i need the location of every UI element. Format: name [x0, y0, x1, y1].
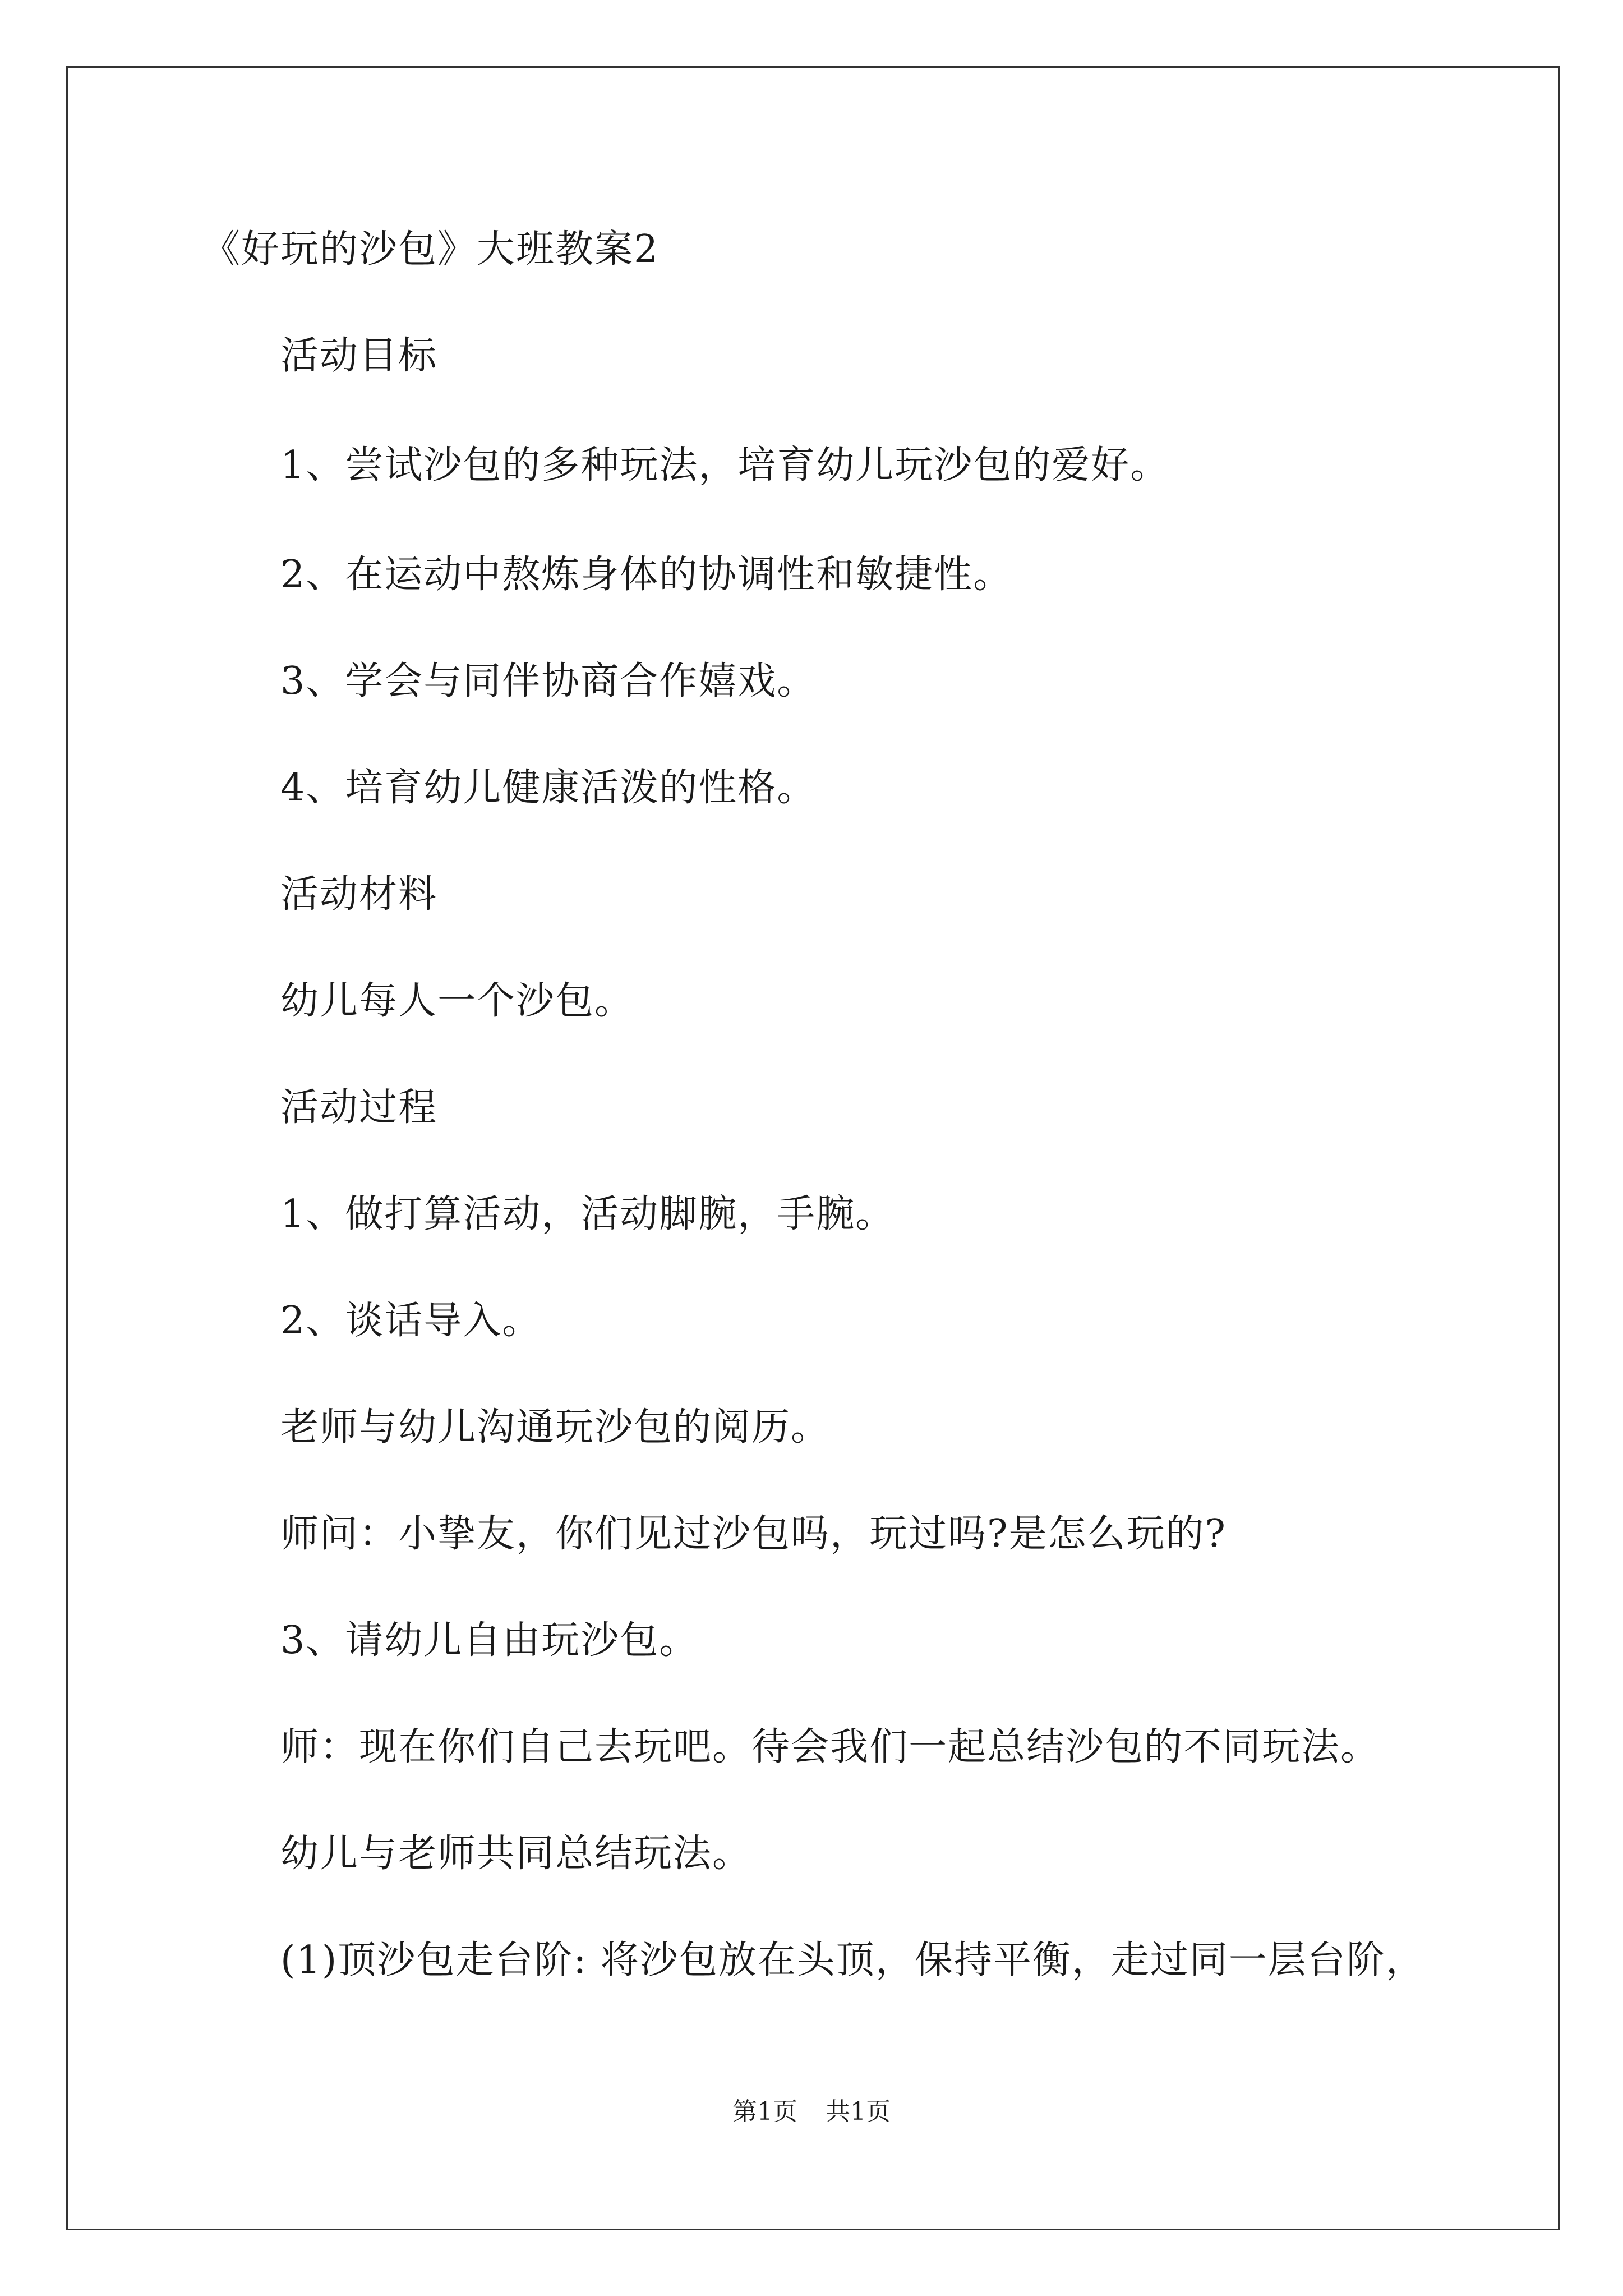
paragraph: 1、尝试沙包的多种玩法，培育幼儿玩沙包的爱好。 — [280, 443, 1170, 487]
document-title: 《好玩的沙包》大班教案2 — [202, 227, 660, 272]
section-heading-process: 活动过程 — [280, 1085, 438, 1130]
section-heading-goals: 活动目标 — [280, 334, 438, 378]
section-heading-materials: 活动材料 — [280, 872, 438, 917]
page-footer — [0, 2095, 1623, 2129]
paragraph: 老师与幼儿沟通玩沙包的阅历。 — [280, 1405, 831, 1450]
paragraph: 3、学会与同伴协商合作嬉戏。 — [280, 659, 817, 703]
paragraph: 4、培育幼儿健康活泼的性格。 — [280, 766, 817, 810]
paragraph: 3、请幼儿自由玩沙包。 — [280, 1618, 699, 1663]
paragraph: 2、谈话导入。 — [280, 1299, 542, 1343]
paragraph: 幼儿与老师共同总结玩法。 — [280, 1832, 752, 1876]
paragraph: 幼儿每人一个沙包。 — [280, 979, 634, 1023]
paragraph: 2、在运动中熬炼身体的协调性和敏捷性。 — [280, 553, 1013, 597]
page-border — [66, 66, 1560, 2230]
paragraph: 1、做打算活动，活动脚腕，手腕。 — [280, 1192, 895, 1236]
page-total: 共1页 — [826, 2097, 891, 2126]
paragraph: 师问：小挚友，你们见过沙包吗，玩过吗?是怎么玩的? — [280, 1512, 1227, 1556]
page-current: 第1页 — [732, 2097, 797, 2126]
paragraph: (1)顶沙包走台阶: 将沙包放在头顶，保持平衡，走过同一层台阶， — [280, 1938, 1425, 1982]
paragraph: 师：现在你们自己去玩吧。待会我们一起总结沙包的不同玩法。 — [280, 1725, 1380, 1769]
